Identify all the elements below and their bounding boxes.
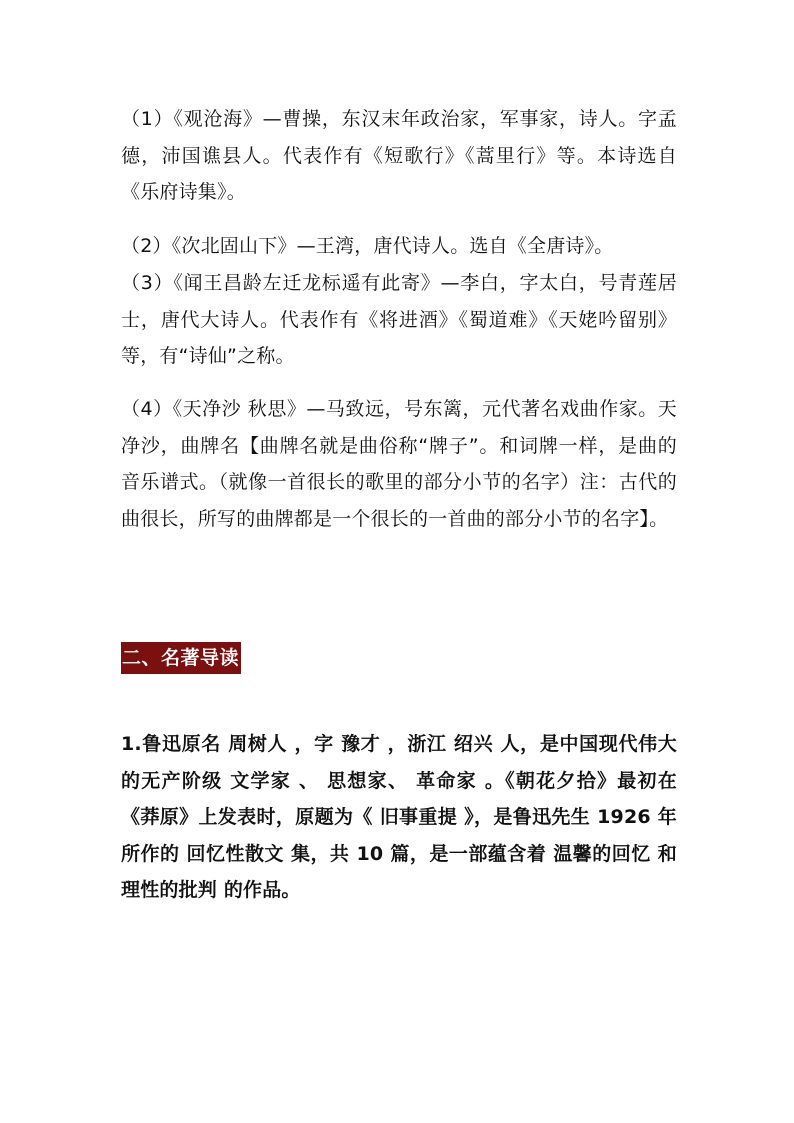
poem-note-2: （2）《次北固山下》—王湾，唐代诗人。选自《全唐诗》。 <box>121 235 614 257</box>
poem-note-3: （3）《闻王昌龄左迁龙标遥有此寄》—李白，字太白，号青莲居士，唐代大诗人。代表作有《将进酒》《蜀道难》《天姥吟留别》等，有“诗仙”之称。 <box>121 272 677 367</box>
poem-note-4: （4）《天净沙 秋思》—马致远，号东篱，元代著名戏曲作家。天净沙，曲牌名【曲牌名就是曲俗称“牌子”。和词牌一样，是曲的音乐谱式。（就像一首很长的歌里的部分小节的名字）注：古代的曲很长，所写的曲牌都是一个很长的一首曲的部分小节的名字】。 <box>121 398 677 530</box>
reading-paragraph-luxun: 1.鲁迅原名 周树人 ，字 豫才 ，浙江 绍兴 人，是中国现代伟大的无产阶级 文学家 、 思想家、 革命家 。《朝花夕拾》最初在《莽原》上发表时，原题为《 旧事重提 》，是鲁迅先生 1926 年所作的 回忆性散文 集，共 10 篇，是一部蕴含着 温馨的回忆 和 理性的批判 的作品。 <box>121 733 677 901</box>
poem-note-1: （1）《观沧海》—曹操，东汉末年政治家，军事家，诗人。字孟德，沛国谯县人。代表作有《短歌行》《蒿里行》等。本诗选自《乐府诗集》。 <box>121 108 677 203</box>
section-heading-classics-reading: 二、名著导读 <box>121 642 241 674</box>
